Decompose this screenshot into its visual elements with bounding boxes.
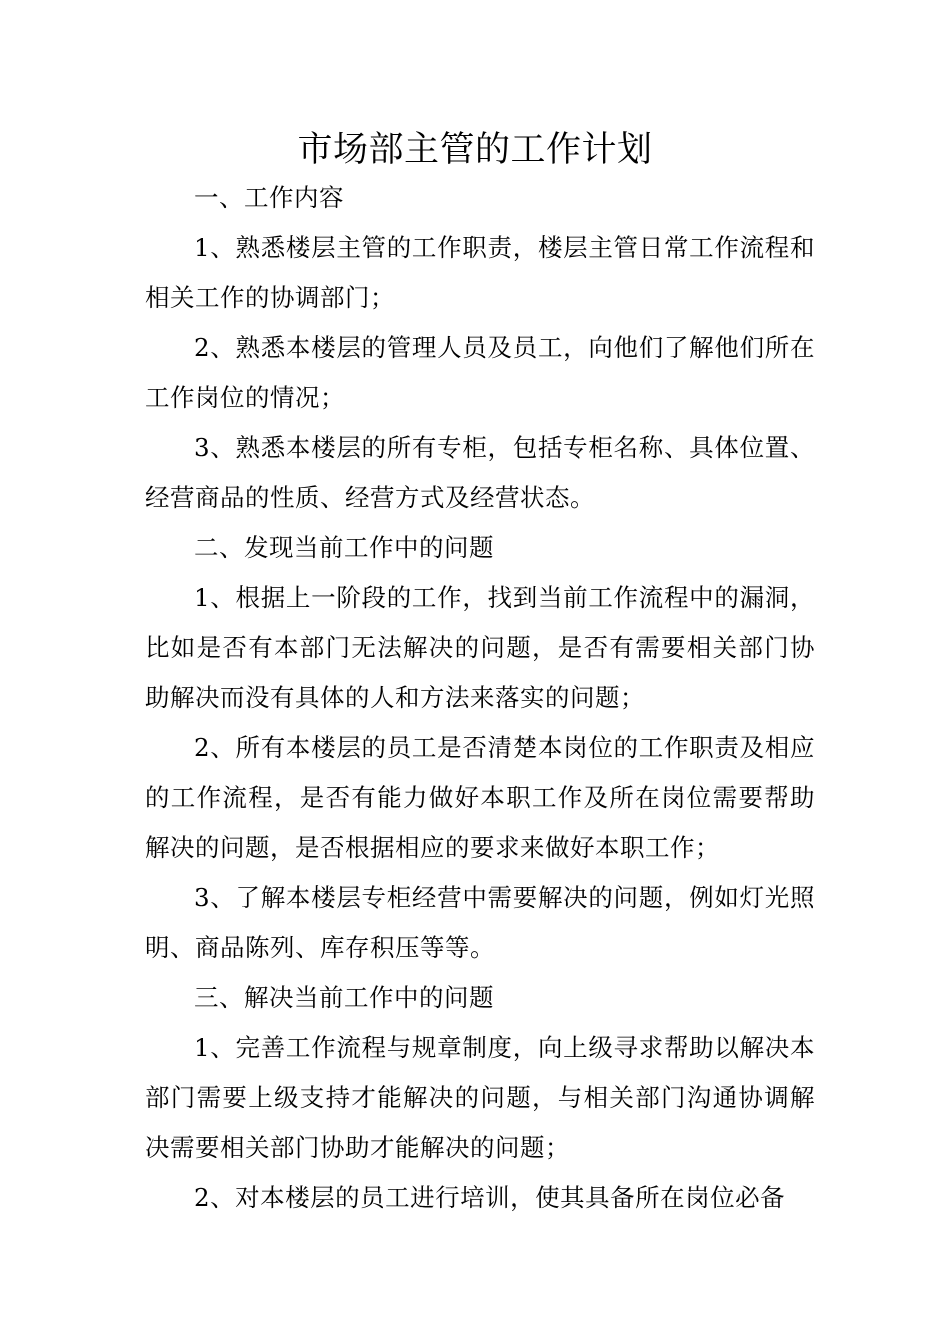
paragraph: 3、了解本楼层专柜经营中需要解决的问题，例如灯光照明、商品陈列、库存积压等等。 [145,883,815,962]
paragraph: 3、熟悉本楼层的所有专柜，包括专柜名称、具体位置、经营商品的性质、经营方式及经营状态。 [145,433,815,512]
paragraph: 2、熟悉本楼层的管理人员及员工，向他们了解他们所在工作岗位的情况； [145,333,815,412]
section-heading-find-problems: 二、发现当前工作中的问题 [194,533,494,562]
paragraph: 1、根据上一阶段的工作，找到当前工作流程中的漏洞，比如是否有本部门无法解决的问题，是否有需要相关部门协助解决而没有具体的人和方法来落实的问题； [145,583,815,712]
section-heading-work-content: 一、工作内容 [194,183,344,212]
paragraph: 2、对本楼层的员工进行培训，使其具备所在岗位必备 [194,1183,786,1212]
paragraph: 1、熟悉楼层主管的工作职责，楼层主管日常工作流程和相关工作的协调部门； [145,233,815,312]
document-title: 市场部主管的工作计划 [297,130,653,170]
paragraph: 2、所有本楼层的员工是否清楚本岗位的工作职责及相应的工作流程，是否有能力做好本职工作及所在岗位需要帮助解决的问题，是否根据相应的要求来做好本职工作； [145,733,815,862]
paragraph: 1、完善工作流程与规章制度，向上级寻求帮助以解决本部门需要上级支持才能解决的问题，与相关部门沟通协调解决需要相关部门协助才能解决的问题； [145,1033,815,1162]
document-body [145,173,815,1223]
section-heading-solve-problems: 三、解决当前工作中的问题 [194,983,494,1012]
